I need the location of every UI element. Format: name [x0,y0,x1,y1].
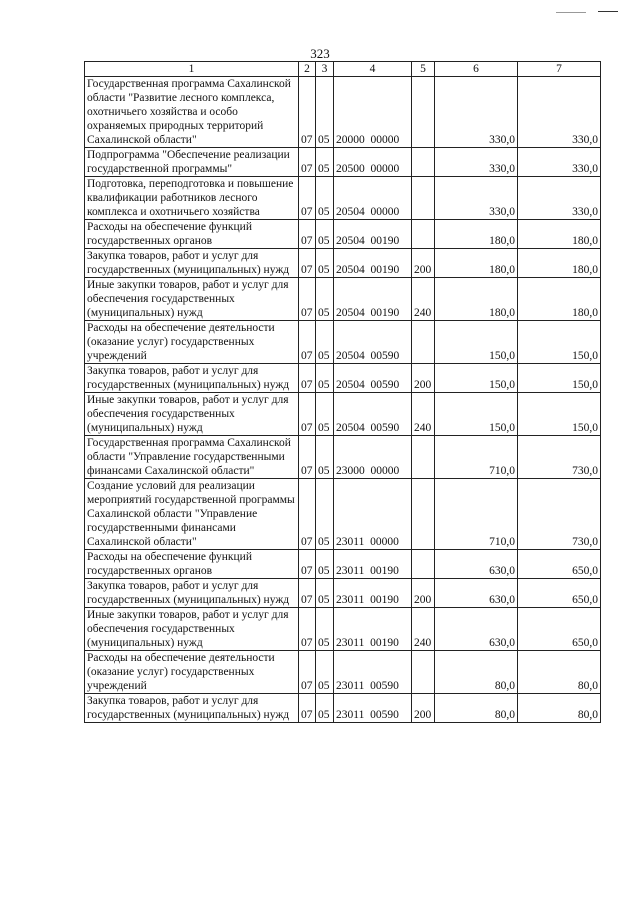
amount-year1-cell: 330,0 [435,177,518,220]
subsection-code-cell: 05 [316,651,334,694]
target-article-cell: 20504 00000 [334,177,412,220]
expense-type-cell [412,77,435,148]
subsection-code-cell: 05 [316,579,334,608]
expense-type-cell [412,436,435,479]
scan-artifact [598,11,618,12]
expense-type-cell [412,220,435,249]
expense-name-cell: Закупка товаров, работ и услуг для государственных (муниципальных) нужд [85,364,299,393]
section-code-cell: 07 [299,393,316,436]
subsection-code-cell: 05 [316,177,334,220]
target-article-cell: 20000 00000 [334,77,412,148]
table-row [85,651,601,694]
expense-type-cell: 200 [412,249,435,278]
subsection-code-cell: 05 [316,393,334,436]
section-code-cell: 07 [299,321,316,364]
section-code-cell: 07 [299,651,316,694]
expense-name-cell: Закупка товаров, работ и услуг для государственных (муниципальных) нужд [85,694,299,723]
expense-type-cell [412,321,435,364]
amount-year1-cell: 330,0 [435,148,518,177]
amount-year2-cell: 150,0 [518,393,601,436]
expense-type-cell: 200 [412,364,435,393]
expense-name-cell: Иные закупки товаров, работ и услуг для обеспечения государственных (муниципальных) нужд [85,393,299,436]
table-row [85,579,601,608]
table-row [85,393,601,436]
target-article-cell: 23011 00190 [334,579,412,608]
target-article-cell: 20504 00590 [334,321,412,364]
expense-name-cell: Закупка товаров, работ и услуг для государственных (муниципальных) нужд [85,249,299,278]
expense-name-cell: Подпрограмма "Обеспечение реализации государственной программы" [85,148,299,177]
table-row [85,608,601,651]
subsection-code-cell: 05 [316,220,334,249]
table-row [85,148,601,177]
section-code-cell: 07 [299,436,316,479]
column-header: 4 [334,62,412,77]
scan-artifact [556,12,586,13]
table-row [85,77,601,148]
target-article-cell: 23011 00590 [334,651,412,694]
expense-name-cell: Иные закупки товаров, работ и услуг для обеспечения государственных (муниципальных) нужд [85,278,299,321]
target-article-cell: 20504 00190 [334,220,412,249]
column-header: 7 [518,62,601,77]
table-row [85,220,601,249]
subsection-code-cell: 05 [316,550,334,579]
expense-type-cell: 240 [412,608,435,651]
target-article-cell: 20504 00190 [334,278,412,321]
table-row [85,177,601,220]
table-row [85,278,601,321]
section-code-cell: 07 [299,694,316,723]
amount-year1-cell: 180,0 [435,278,518,321]
expense-name-cell: Расходы на обеспечение функций государственных органов [85,550,299,579]
column-header: 5 [412,62,435,77]
amount-year2-cell: 730,0 [518,436,601,479]
expense-type-cell [412,177,435,220]
amount-year1-cell: 630,0 [435,579,518,608]
table-row [85,321,601,364]
section-code-cell: 07 [299,77,316,148]
section-code-cell: 07 [299,550,316,579]
amount-year2-cell: 330,0 [518,177,601,220]
target-article-cell: 20504 00590 [334,393,412,436]
page-number: 323 [310,46,330,61]
section-code-cell: 07 [299,249,316,278]
column-header: 1 [85,62,299,77]
subsection-code-cell: 05 [316,436,334,479]
target-article-cell: 23011 00190 [334,550,412,579]
section-code-cell: 07 [299,177,316,220]
section-code-cell: 07 [299,278,316,321]
section-code-cell: 07 [299,364,316,393]
table-row [85,550,601,579]
expense-name-cell: Расходы на обеспечение деятельности (оказание услуг) государственных учреждений [85,651,299,694]
target-article-cell: 20500 00000 [334,148,412,177]
amount-year1-cell: 150,0 [435,364,518,393]
subsection-code-cell: 05 [316,479,334,550]
expense-type-cell [412,550,435,579]
amount-year1-cell: 710,0 [435,479,518,550]
amount-year1-cell: 630,0 [435,608,518,651]
column-header-row [85,62,601,77]
expense-type-cell: 200 [412,579,435,608]
table-row [85,364,601,393]
budget-table [84,61,601,723]
amount-year2-cell: 330,0 [518,148,601,177]
amount-year1-cell: 80,0 [435,651,518,694]
expense-name-cell: Подготовка, переподготовка и повышение квалификации работников лесного комплекса и охотничьего хозяйства [85,177,299,220]
table-row [85,249,601,278]
expense-type-cell: 240 [412,393,435,436]
expense-name-cell: Иные закупки товаров, работ и услуг для обеспечения государственных (муниципальных) нужд [85,608,299,651]
amount-year2-cell: 150,0 [518,321,601,364]
target-article-cell: 20504 00190 [334,249,412,278]
amount-year1-cell: 180,0 [435,220,518,249]
amount-year2-cell: 180,0 [518,220,601,249]
amount-year1-cell: 180,0 [435,249,518,278]
amount-year1-cell: 330,0 [435,77,518,148]
amount-year2-cell: 150,0 [518,364,601,393]
section-code-cell: 07 [299,479,316,550]
amount-year2-cell: 330,0 [518,77,601,148]
expense-name-cell: Расходы на обеспечение функций государственных органов [85,220,299,249]
expense-name-cell: Закупка товаров, работ и услуг для государственных (муниципальных) нужд [85,579,299,608]
expense-type-cell [412,479,435,550]
table-row [85,694,601,723]
table-body [85,77,601,723]
column-header: 3 [316,62,334,77]
amount-year2-cell: 80,0 [518,694,601,723]
amount-year2-cell: 80,0 [518,651,601,694]
section-code-cell: 07 [299,579,316,608]
subsection-code-cell: 05 [316,321,334,364]
expense-name-cell: Государственная программа Сахалинской области "Управление государственными финансами Сахалинской области" [85,436,299,479]
amount-year1-cell: 710,0 [435,436,518,479]
section-code-cell: 07 [299,148,316,177]
subsection-code-cell: 05 [316,278,334,321]
amount-year2-cell: 180,0 [518,278,601,321]
amount-year2-cell: 730,0 [518,479,601,550]
subsection-code-cell: 05 [316,364,334,393]
target-article-cell: 23011 00590 [334,694,412,723]
amount-year2-cell: 180,0 [518,249,601,278]
amount-year1-cell: 630,0 [435,550,518,579]
target-article-cell: 20504 00590 [334,364,412,393]
subsection-code-cell: 05 [316,77,334,148]
subsection-code-cell: 05 [316,148,334,177]
subsection-code-cell: 05 [316,694,334,723]
amount-year1-cell: 150,0 [435,393,518,436]
expense-name-cell: Расходы на обеспечение деятельности (оказание услуг) государственных учреждений [85,321,299,364]
amount-year2-cell: 650,0 [518,550,601,579]
table-row [85,479,601,550]
expense-type-cell [412,148,435,177]
expense-name-cell: Создание условий для реализации мероприятий государственной программы Сахалинской области "Управление государственными финансами Сахалинской области" [85,479,299,550]
amount-year2-cell: 650,0 [518,579,601,608]
amount-year1-cell: 80,0 [435,694,518,723]
amount-year2-cell: 650,0 [518,608,601,651]
subsection-code-cell: 05 [316,249,334,278]
expense-type-cell [412,651,435,694]
section-code-cell: 07 [299,608,316,651]
target-article-cell: 23000 00000 [334,436,412,479]
column-header: 2 [299,62,316,77]
section-code-cell: 07 [299,220,316,249]
target-article-cell: 23011 00190 [334,608,412,651]
amount-year1-cell: 150,0 [435,321,518,364]
column-header: 6 [435,62,518,77]
expense-type-cell: 240 [412,278,435,321]
table-row [85,436,601,479]
subsection-code-cell: 05 [316,608,334,651]
target-article-cell: 23011 00000 [334,479,412,550]
expense-name-cell: Государственная программа Сахалинской области "Развитие лесного комплекса, охотничьего хозяйства и особо охраняемых природных территорий Сахалинской области" [85,77,299,148]
expense-type-cell: 200 [412,694,435,723]
